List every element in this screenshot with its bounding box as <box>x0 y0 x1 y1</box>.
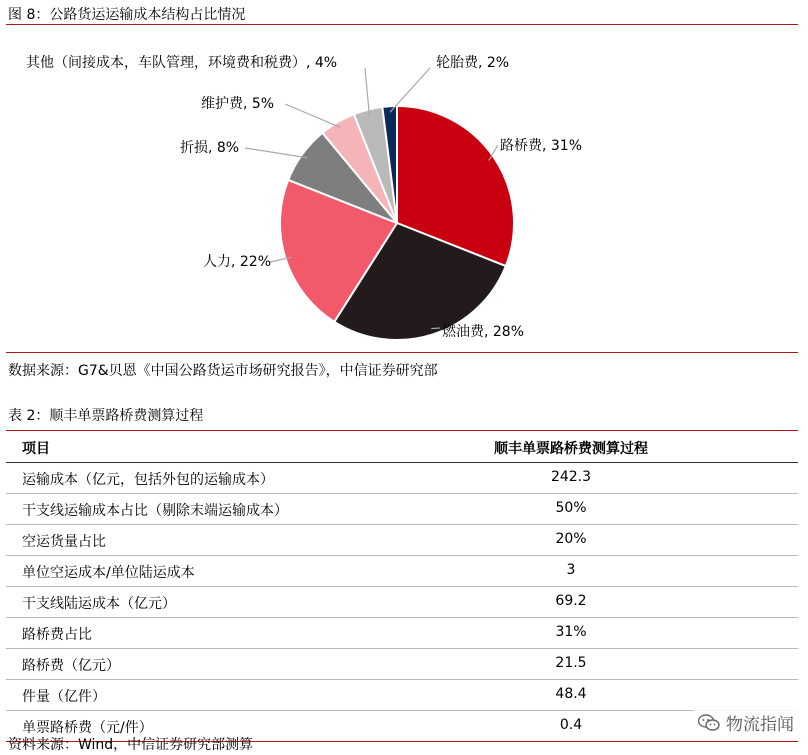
slice-label: 维护费, 5% <box>201 96 275 112</box>
leader-line <box>245 148 307 158</box>
row-label: 路桥费占比 <box>22 627 92 643</box>
row-value: 69.2 <box>555 593 587 609</box>
data-table <box>6 432 798 742</box>
row-value: 0.4 <box>559 717 583 733</box>
row-label: 运输成本（亿元，包括外包的运输成本） <box>22 472 274 488</box>
slice-label: 燃油费, 28% <box>442 324 525 340</box>
watermark <box>694 708 798 737</box>
figure-title: 图 8：公路货运运输成本结构占比情况 <box>8 7 246 23</box>
row-value: 21.5 <box>555 655 587 671</box>
table-row <box>6 556 798 587</box>
slice-label: 折损, 8% <box>180 140 240 156</box>
table-row <box>6 649 798 680</box>
row-value: 20% <box>555 531 587 547</box>
leader-line <box>365 68 369 115</box>
table-title-rule <box>6 430 798 431</box>
watermark-text: 物流指闻 <box>726 715 794 735</box>
row-value: 242.3 <box>550 469 592 485</box>
row-label: 单位空运成本/单位陆运成本 <box>22 565 195 581</box>
pie-chart <box>0 28 808 348</box>
table-title: 表 2：顺丰单票路桥费测算过程 <box>8 408 204 424</box>
slice-label: 其他（间接成本，车队管理，环境费和税费）, 4% <box>26 55 338 71</box>
wechat-icon <box>698 714 720 732</box>
table-row <box>6 525 798 556</box>
table-source: 资料来源：Wind，中信证券研究部测算 <box>8 737 254 753</box>
table-row <box>6 618 798 649</box>
table-row <box>6 587 798 618</box>
slice-label: 路桥费, 31% <box>500 138 583 154</box>
row-value: 31% <box>555 624 587 640</box>
row-value: 48.4 <box>555 686 587 702</box>
table-row <box>6 463 798 494</box>
table-row <box>6 680 798 711</box>
figure-bottom-rule <box>6 352 798 353</box>
row-value: 50% <box>555 500 587 516</box>
header-item: 项目 <box>22 441 50 457</box>
table-row <box>6 494 798 525</box>
row-label: 件量（亿件） <box>22 689 106 705</box>
leader-line <box>390 68 430 112</box>
slice-label: 轮胎费, 2% <box>436 55 510 71</box>
row-label: 路桥费（亿元） <box>22 658 120 674</box>
figure-source: 数据来源：G7&贝恩《中国公路货运市场研究报告》，中信证券研究部 <box>8 363 438 379</box>
table-header-row <box>6 432 798 463</box>
slice-label: 人力, 22% <box>203 254 272 270</box>
row-label: 干支线运输成本占比（剔除末端运输成本） <box>22 503 288 519</box>
figure-title-rule <box>6 24 798 25</box>
row-label: 空运货量占比 <box>22 534 106 550</box>
leader-line <box>431 328 440 329</box>
header-value: 顺丰单票路桥费测算过程 <box>494 441 648 457</box>
row-label: 单票路桥费（元/件） <box>22 720 153 736</box>
leader-line <box>285 104 340 127</box>
row-value: 3 <box>566 562 576 578</box>
row-label: 干支线陆运成本（亿元） <box>22 596 176 612</box>
